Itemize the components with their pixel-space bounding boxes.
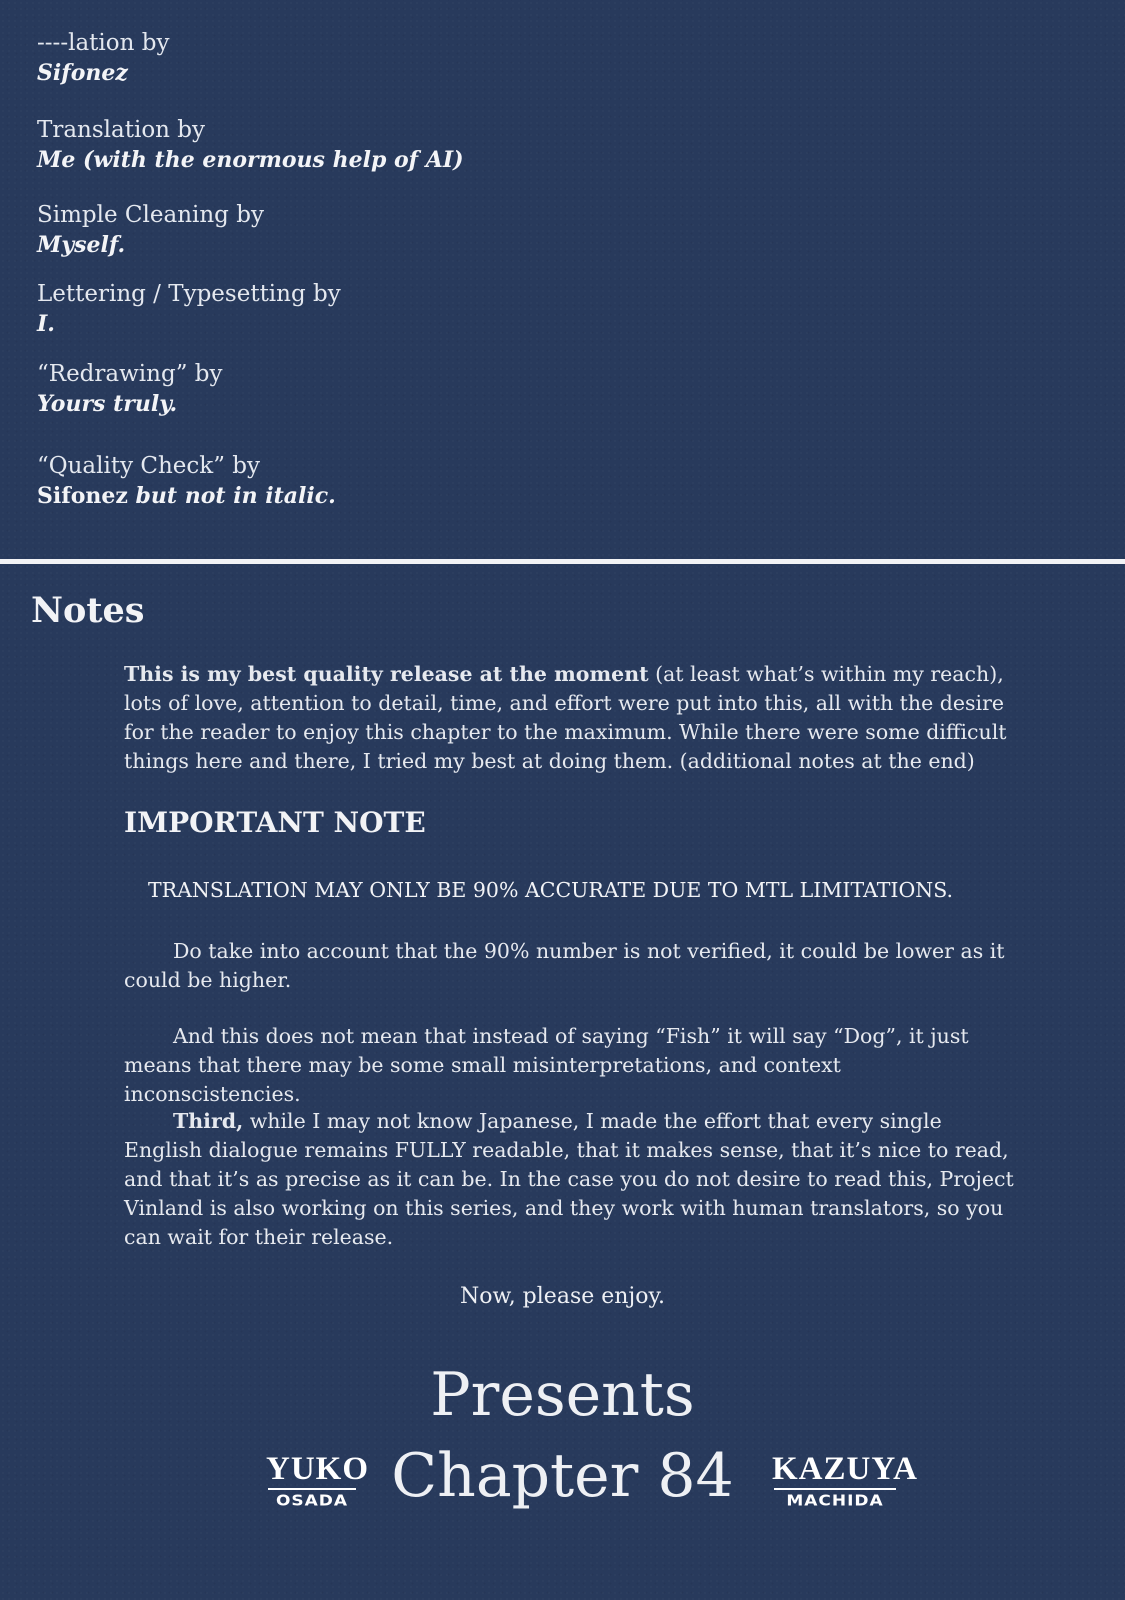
logo-underline [774, 1488, 896, 1490]
author-logo-kazuya-machida [772, 1451, 918, 1511]
credit-role: ----lation by [37, 30, 170, 56]
readability-bold: Third, [173, 1109, 244, 1133]
accuracy-paragraph: Do take into account that the 90% number is not verified, it could be lower as it could be higher. [124, 939, 1005, 992]
credit-role: Translation by [37, 117, 206, 143]
credit-role: “Redrawing” by [37, 361, 223, 387]
accuracy-warning: TRANSLATION MAY ONLY BE 90% ACCURATE DUE TO MTL LIMITATIONS. [148, 878, 954, 902]
credit-role: Simple Cleaning by [37, 202, 264, 228]
closing-line: Now, please enjoy. [459, 1284, 665, 1309]
author-logo-top: YUKO [266, 1451, 369, 1487]
meaning-paragraph: And this does not mean that instead of saying “Fish” it will say “Dog”, it just means that there may be some small misinterpretations, and context inconscistencies. [124, 1024, 969, 1106]
notes-intro-text: (at least what’s within my reach), lots of love, attention to detail, time, and effort were put into this, all with the desire for the reader to enjoy this chapter to the maximum. While there were some difficult things here and there, I tried my best at doing them. (additional notes at the end) [124, 662, 1007, 773]
credit-entry [37, 451, 737, 511]
credit-name-plain: Sifonez [37, 483, 128, 509]
credit-entry [37, 115, 737, 175]
important-note-heading: IMPORTANT NOTE [124, 806, 426, 839]
credit-name: Myself. [37, 232, 126, 258]
credit-name-italic: but not in italic. [127, 483, 336, 509]
notes-intro-paragraph [124, 660, 1024, 776]
author-logo-bottom: OSADA [275, 1492, 349, 1511]
credit-role: “Quality Check” by [37, 453, 261, 479]
credit-name: Yours truly. [37, 391, 178, 417]
credit-name [37, 481, 737, 511]
credit-name: Me (with the enormous help of AI) [37, 147, 464, 173]
author-logo-top: KAZUYA [772, 1451, 918, 1487]
author-logo-yuko-osada [266, 1451, 369, 1511]
section-divider [0, 559, 1125, 564]
readability-paragraph [124, 1107, 1024, 1252]
chapter-title: Chapter 84 [391, 1441, 734, 1511]
notes-heading: Notes [31, 590, 145, 631]
credit-entry [37, 28, 737, 88]
credit-name: I. [37, 311, 55, 337]
notes-intro-bold: This is my best quality release at the moment [124, 662, 649, 686]
readability-text: while I may not know Japanese, I made the effort that every single English dialogue remains FULLY readable, that it makes sense, that it’s nice to read, and that it’s as precise as it can be. In the case you do not desire to read this, Project Vinland is also working on this series, and they work with human translators, so you can wait for their release. [124, 1109, 1014, 1249]
presents-title: Presents [430, 1360, 695, 1430]
credit-entry [37, 359, 737, 419]
author-logo-bottom: MACHIDA [786, 1492, 884, 1511]
credit-role: Lettering / Typesetting by [37, 281, 341, 307]
logo-underline [268, 1488, 356, 1490]
credit-entry [37, 200, 737, 260]
credit-name: Sifonez [37, 60, 128, 86]
credit-entry [37, 279, 737, 339]
